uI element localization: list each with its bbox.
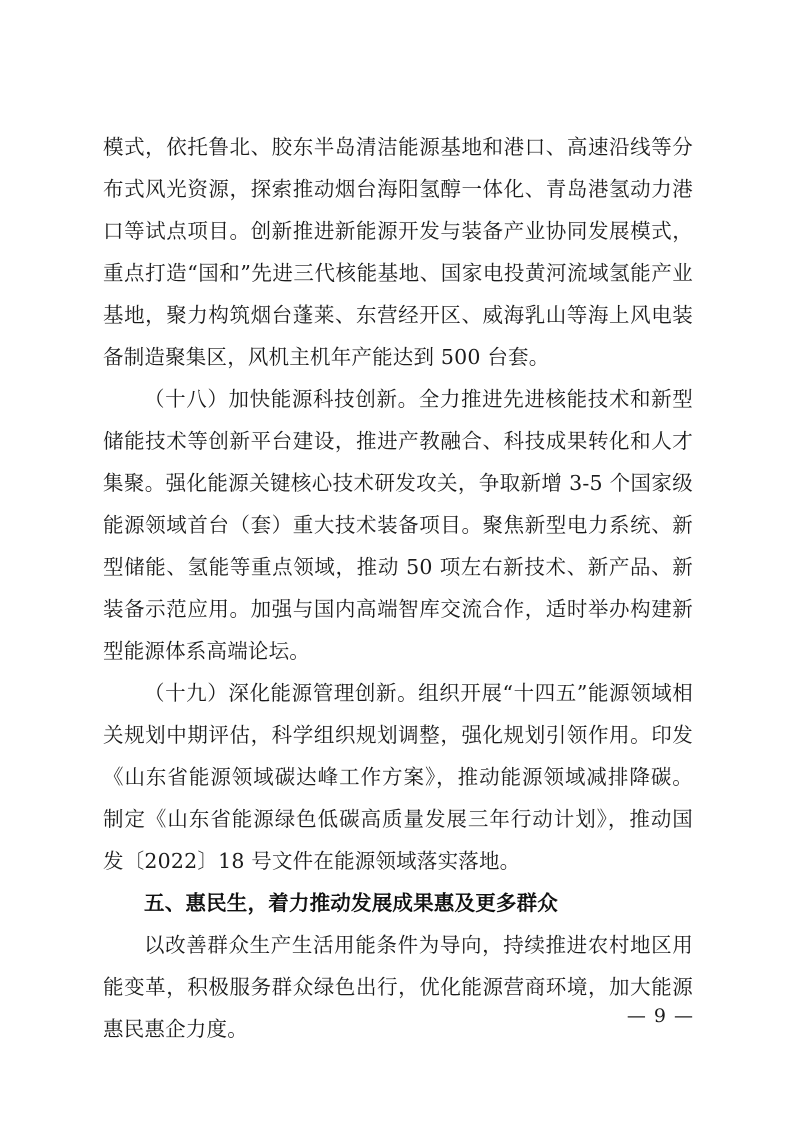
paragraph-continuation: 模式，依托鲁北、胶东半岛清洁能源基地和港口、高速沿线等分布式风光资源，探索推动烟台海阳氢醇一体化、青岛港氢动力港口等试点项目。创新推进新能源开发与装备产业协同发展模式，重点打造“国和”先进三代核能基地、国家电投黄河流域氢能产业基地，聚力构筑烟台蓬莱、东营经开区、威海乳山等海上风电装备制造聚集区，风机主机年产能达到 500 台套。 [103, 135, 693, 369]
section-heading-five: 五、惠民生，着力推动发展成果惠及更多群众 [144, 891, 558, 915]
paragraph-section-19: （十九）深化能源管理创新。组织开展“十四五”能源领域相关规划中期评估，科学组织规划调整，强化规划引领作用。印发《山东省能源领域碳达峰工作方案》，推动能源领域减排降碳。制定《山东省能源绿色低碳高质量发展三年行动计划》，推动国发〔2022〕18 号文件在能源领域落实落地。 [103, 681, 693, 873]
document-body [103, 126, 693, 1050]
paragraph-closing: 以改善群众生产生活用能条件为导向，持续推进农村地区用能变革，积极服务群众绿色出行，优化能源营商环境，加大能源惠民惠企力度。 [103, 933, 693, 1041]
page-number: — 9 — [626, 1005, 694, 1027]
paragraph-section-18: （十八）加快能源科技创新。全力推进先进核能技术和新型储能技术等创新平台建设，推进产教融合、科技成果转化和人才集聚。强化能源关键核心技术研发攻关，争取新增 3-5 个国家级能源领域首台（套）重大技术装备项目。聚焦新型电力系统、新型储能、氢能等重点领域，推动 50 项左右新技术、新产品、新装备示范应用。加强与国内高端智库交流合作，适时举办构建新型能源体系高端论坛。 [103, 387, 693, 663]
